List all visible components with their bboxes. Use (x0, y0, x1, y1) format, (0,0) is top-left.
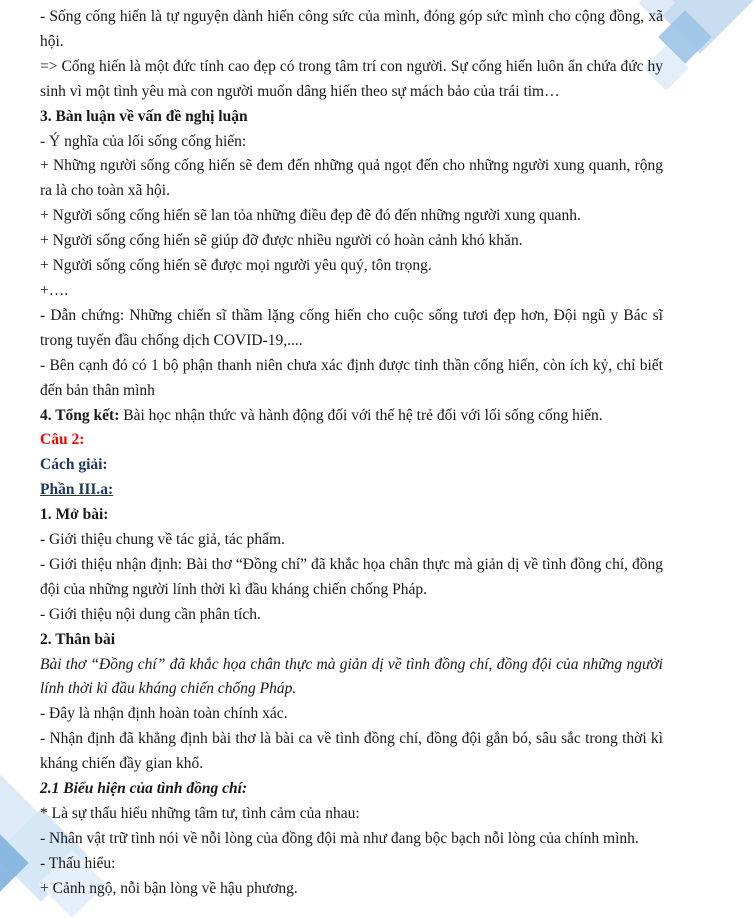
paragraph-line: - Ý nghĩa của lối sống cống hiến: (40, 132, 247, 150)
heading-phan-III-a-label: Phần III.a: (40, 481, 114, 499)
heading-tong-ket (40, 404, 663, 429)
paragraph-line: - Nhận định đã khẳng định bài thơ là bài ca về tình đồng chí, đồng đội gắn bó, sâu sắc trong thời kì kháng chiến đầy gian khổ. (40, 730, 663, 773)
paragraph-line: - Sống cống hiến là tự nguyện dành hiến công sức của mình, đóng góp sức mình cho cộng đồng, xã hội. (40, 8, 663, 50)
heading-phan-III-a (40, 478, 663, 503)
quote-italic-line: Bài thơ “Đồng chí” đã khắc họa chân thực mà giản dị về tình đồng chí, đồng đội của những người lính thời kì đầu kháng chiến chống Pháp. (40, 655, 663, 698)
paragraph-line: - Giới thiệu nhận định: Bài thơ “Đồng chí” đã khắc họa chân thực mà giản dị về tình đồng chí, đồng đội của những người lính thời kì đầu kháng chiến chống Pháp. (40, 555, 663, 598)
heading-ban-luan: 3. Bàn luận về vấn đề nghị luận (40, 107, 248, 125)
heading-cau-2: Câu 2: (40, 431, 85, 449)
paragraph-line: - Nhân vật trữ tình nói về nỗi lòng của đồng đội mà như đang bộc bạch nỗi lòng của chính mình. (40, 829, 639, 847)
paragraph-line: - Bên cạnh đó có 1 bộ phận thanh niên chưa xác định được tinh thần cống hiến, còn ích kỷ, chỉ biết đến bản thân mình (40, 356, 663, 399)
heading-bieu-hien: 2.1 Biểu hiện của tình đồng chí: (40, 780, 248, 798)
heading-mo-bai: 1. Mở bài: (40, 506, 109, 524)
paragraph-line: - Thấu hiểu: (40, 854, 116, 872)
heading-tong-ket-text: Bài học nhận thức và hành động đối với thế hệ trẻ đối với lối sống cống hiến. (119, 406, 603, 424)
paragraph-line: + Những người sống cống hiến sẽ đem đến những quả ngọt đến cho những người xung quanh, rộng ra là cho toàn xã hội. (40, 157, 663, 200)
paragraph-line: - Giới thiệu nội dung cần phân tích. (40, 605, 261, 623)
paragraph-line: - Dẫn chứng: Những chiến sĩ thầm lặng cống hiến cho cuộc sống tươi đẹp hơn, Đội ngũ y Bác sĩ trong tuyến đầu chống dịch COVID-19,.... (40, 306, 663, 349)
heading-tong-ket-label: 4. Tổng kết: (40, 406, 120, 424)
paragraph-line: => Cống hiến là một đức tính cao đẹp có trong tâm trí con người. Sự cống hiến luôn ẩn chứa đức hy sinh vì một tình yêu mà con người muốn dâng hiến theo sự mách bảo của trái tim… (40, 57, 663, 100)
paragraph-line: - Đây là nhận định hoàn toàn chính xác. (40, 705, 288, 723)
paragraph-line: * Là sự thấu hiểu những tâm tư, tình cảm của nhau: (40, 805, 360, 822)
paragraph-line: + Người sống cống hiến sẽ lan tỏa những điều đẹp đẽ đó đến những người xung quanh. (40, 207, 581, 225)
heading-than-bai: 2. Thân bài (40, 630, 116, 648)
heading-cach-giai: Cách giải: (40, 456, 108, 474)
paragraph-line: + Cảnh ngộ, nỗi bận lòng về hậu phương. (40, 879, 298, 897)
paragraph-line: - Giới thiệu chung về tác giả, tác phẩm. (40, 531, 285, 549)
paragraph-line: + Người sống cống hiến sẽ giúp đỡ được nhiều người có hoàn cảnh khó khăn. (40, 232, 523, 250)
paragraph-line: +…. (40, 281, 69, 299)
paragraph-line: + Người sống cống hiến sẽ được mọi người yêu quý, tôn trọng. (40, 257, 432, 275)
